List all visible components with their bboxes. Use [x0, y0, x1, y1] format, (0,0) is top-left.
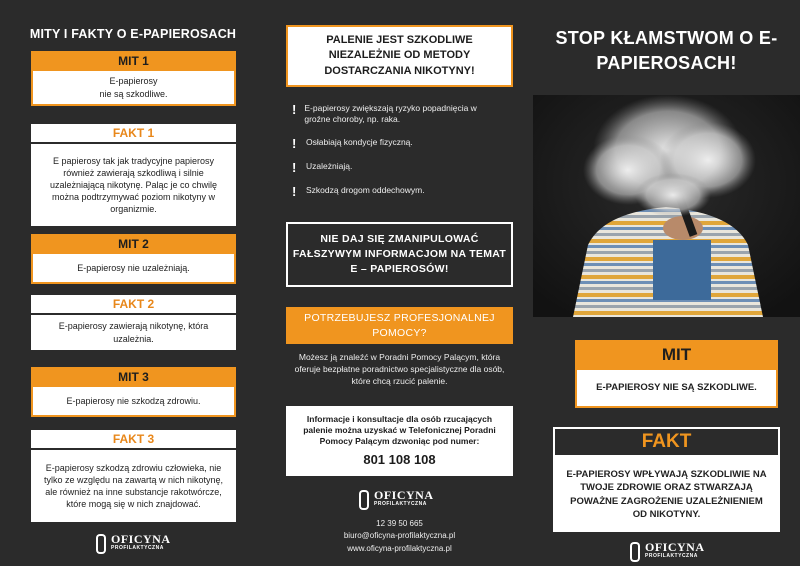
- harm-list: [292, 103, 502, 209]
- myth-text: E-papierosy nie uzależniają.: [31, 254, 236, 284]
- contact-phone: 12 39 50 665: [376, 519, 423, 528]
- myth-card-1: [31, 51, 236, 106]
- panel-cover: [533, 0, 800, 566]
- fact-text: E papierosy tak jak tradycyjne papierosy również zawierają szkodliwą i silnie uzależniającą nikotynę. Paląc je co chwilę można podtrzymywać poziom nikotyny w organizmie.: [31, 144, 236, 226]
- myth-label: MIT 3: [31, 367, 236, 387]
- oficyna-logo: [95, 533, 171, 551]
- myth-card-3: [31, 367, 236, 417]
- myth-text: E-papierosy nie są szkodliwe.: [31, 71, 236, 106]
- exclamation-icon: !: [292, 183, 297, 199]
- cover-myth-label: MIT: [575, 340, 778, 370]
- panel-myths-facts: [0, 0, 266, 566]
- fact-label: FAKT 2: [31, 295, 236, 315]
- hotline-phone: 801 108 108: [363, 451, 436, 467]
- logo-name: OFICYNA: [111, 532, 171, 546]
- oficyna-logo: [358, 489, 434, 507]
- exclamation-icon: !: [292, 159, 297, 175]
- cover-title: STOP KŁAMSTWOM O E-PAPIEROSACH!: [555, 28, 778, 74]
- cover-fact-label: FAKT: [553, 427, 780, 457]
- myth-label: MIT 2: [31, 234, 236, 254]
- list-item: ! Uzależniają.: [292, 159, 353, 175]
- panel-info: [266, 0, 533, 566]
- logo-name: OFICYNA: [374, 488, 434, 502]
- vaping-photo: [533, 95, 800, 317]
- cover-myth-text: E-PAPIEROSY NIE SĄ SZKODLIWE.: [575, 370, 778, 408]
- exclamation-icon: !: [292, 102, 297, 117]
- cover-fact-text: E-PAPIEROSY WPŁYWAJĄ SZKODLIWIE NA TWOJE ZDROWIE ORAZ STWARZAJĄ POWAŻNE ZAGROŻENIE UZALEŻNIENIEM OD NIKOTYNY.: [553, 457, 780, 532]
- logo-sub: PROFILAKTYCZNA: [645, 553, 698, 559]
- myth-label: MIT 1: [31, 51, 236, 71]
- oficyna-logo-icon: [629, 542, 641, 558]
- exclamation-icon: !: [292, 135, 297, 151]
- fact-text: E-papierosy szkodzą zdrowiu człowieka, nie tylko ze względu na zawartą w nich nikotynę, ale również na inne substancje rakotwórcze, które mogą się w nich znajdować.: [31, 450, 236, 522]
- logo-sub: PROFILAKTYCZNA: [374, 501, 427, 507]
- contact-email[interactable]: biuro@oficyna-profilaktyczna.pl: [343, 531, 456, 541]
- vaping-person-illustration: [533, 95, 800, 317]
- help-heading: POTRZEBUJESZ PROFESJONALNEJ POMOCY?: [286, 307, 513, 344]
- oficyna-logo-icon: [95, 534, 107, 550]
- fact-label: FAKT 3: [31, 430, 236, 450]
- hotline-box: [286, 406, 513, 476]
- fact-card-1: [31, 124, 236, 226]
- cover-fact-card: [553, 427, 780, 532]
- logo-name: OFICYNA: [645, 540, 705, 554]
- fact-text: E-papierosy zawierają nikotynę, która uzależnia.: [31, 315, 236, 350]
- contact-info: [266, 518, 533, 555]
- fact-card-2: [31, 295, 236, 350]
- help-text: Możesz ją znaleźć w Poradni Pomocy Palącym, która oferuje bezpłatne poradnictwo specjalistyczne dla osób, które chcą rzucić palenie.: [294, 352, 505, 386]
- list-item: ! Szkodzą drogom oddechowym.: [292, 183, 425, 199]
- list-item: ! Osłabiają kondycje fizyczną.: [292, 135, 413, 151]
- myth-text: E-papierosy nie szkodzą zdrowiu.: [31, 387, 236, 417]
- myth-card-2: [31, 234, 236, 284]
- logo-sub: PROFILAKTYCZNA: [111, 545, 164, 551]
- oficyna-logo: [629, 541, 705, 559]
- cover-myth-card: [575, 340, 778, 408]
- fact-card-3: [31, 430, 236, 522]
- panel1-title: MITY I FAKTY O E-PAPIEROSACH: [29, 27, 237, 41]
- contact-website[interactable]: www.oficyna-profilaktyczna.pl: [347, 543, 452, 553]
- dont-be-manipulated-box: NIE DAJ SIĘ ZMANIPULOWAĆ FAŁSZYWYM INFORMACJOM NA TEMAT E – PAPIEROSÓW!: [286, 222, 513, 287]
- list-item: ! E-papierosy zwiększają ryzyko popadnięcia w groźne choroby, np. raka.: [292, 102, 477, 125]
- oficyna-logo-icon: [358, 490, 370, 506]
- hotline-text: Informacje i konsultacje dla osób rzucających palenie można uzyskać w Telefonicznej Poradni Pomocy Palącym dzwoniąc pod numer:: [303, 413, 496, 447]
- fact-label: FAKT 1: [31, 124, 236, 144]
- smoking-harmful-box: PALENIE JEST SZKODLIWE NIEZALEŻNIE OD METODY DOSTARCZANIA NIKOTYNY!: [286, 25, 513, 87]
